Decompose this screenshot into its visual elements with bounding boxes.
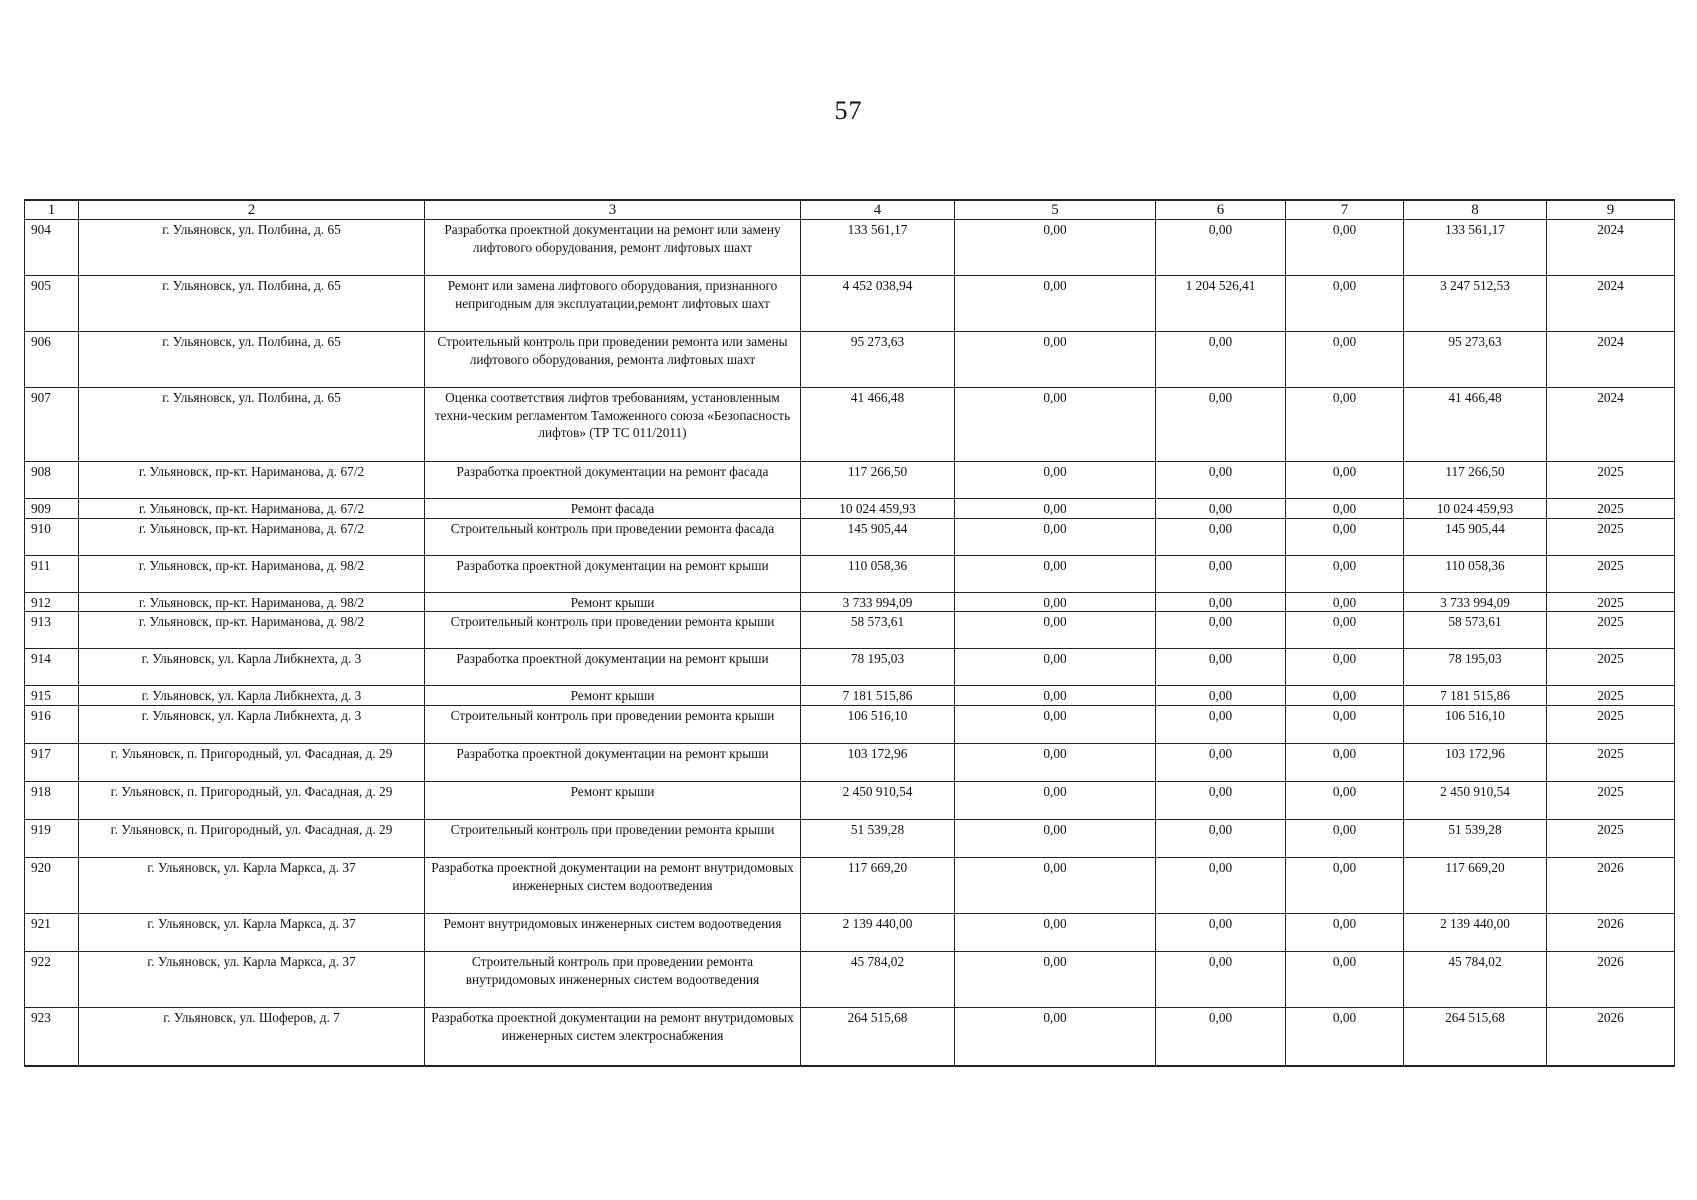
- column-8-cell: 10 024 459,93: [1404, 499, 1547, 519]
- column-6-cell: 0,00: [1156, 686, 1286, 706]
- year-cell: 2025: [1547, 592, 1675, 612]
- total-cost-cell: 110 058,36: [801, 555, 955, 592]
- column-5-cell: 0,00: [955, 555, 1156, 592]
- header-row: [25, 200, 1675, 220]
- year-cell: 2026: [1547, 952, 1675, 1008]
- work-description-cell: Строительный контроль при проведении ремонта внутридомовых инженерных систем водоотведения: [425, 952, 801, 1008]
- page-number: 57: [834, 96, 863, 125]
- column-8-cell: 41 466,48: [1404, 388, 1547, 462]
- column-header-9: 9: [1547, 200, 1675, 220]
- table-body: [25, 220, 1675, 1066]
- column-7-cell: 0,00: [1286, 858, 1404, 914]
- year-cell: 2025: [1547, 518, 1675, 555]
- total-cost-cell: 10 024 459,93: [801, 499, 955, 519]
- total-cost-cell: 145 905,44: [801, 518, 955, 555]
- column-7-cell: 0,00: [1286, 612, 1404, 649]
- total-cost-cell: 3 733 994,09: [801, 592, 955, 612]
- year-cell: 2025: [1547, 686, 1675, 706]
- column-6-cell: 0,00: [1156, 820, 1286, 858]
- address-cell: г. Ульяновск, пр-кт. Нариманова, д. 67/2: [79, 518, 425, 555]
- column-7-cell: 0,00: [1286, 388, 1404, 462]
- address-cell: г. Ульяновск, пр-кт. Нариманова, д. 67/2: [79, 499, 425, 519]
- column-5-cell: 0,00: [955, 276, 1156, 332]
- year-cell: 2025: [1547, 612, 1675, 649]
- column-8-cell: 264 515,68: [1404, 1008, 1547, 1066]
- total-cost-cell: 117 266,50: [801, 462, 955, 499]
- column-7-cell: 0,00: [1286, 706, 1404, 744]
- table-row: [25, 952, 1675, 1008]
- column-header-3: 3: [425, 200, 801, 220]
- column-header-6: 6: [1156, 200, 1286, 220]
- total-cost-cell: 95 273,63: [801, 332, 955, 388]
- column-7-cell: 0,00: [1286, 952, 1404, 1008]
- table-row: [25, 388, 1675, 462]
- row-number: 908: [25, 462, 79, 499]
- row-number: 907: [25, 388, 79, 462]
- table-row: [25, 914, 1675, 952]
- column-7-cell: 0,00: [1286, 820, 1404, 858]
- column-6-cell: 0,00: [1156, 706, 1286, 744]
- table-row: [25, 592, 1675, 612]
- column-5-cell: 0,00: [955, 388, 1156, 462]
- table-row: [25, 820, 1675, 858]
- year-cell: 2025: [1547, 820, 1675, 858]
- column-header-1: 1: [25, 200, 79, 220]
- column-5-cell: 0,00: [955, 744, 1156, 782]
- column-5-cell: 0,00: [955, 858, 1156, 914]
- column-5-cell: 0,00: [955, 952, 1156, 1008]
- year-cell: 2025: [1547, 782, 1675, 820]
- column-5-cell: 0,00: [955, 462, 1156, 499]
- year-cell: 2026: [1547, 1008, 1675, 1066]
- work-description-cell: Строительный контроль при проведении ремонта или замены лифтового оборудования, ремонта лифтовых шахт: [425, 332, 801, 388]
- table-row: [25, 499, 1675, 519]
- column-7-cell: 0,00: [1286, 499, 1404, 519]
- row-number: 913: [25, 612, 79, 649]
- row-number: 912: [25, 592, 79, 612]
- row-number: 905: [25, 276, 79, 332]
- column-6-cell: 0,00: [1156, 744, 1286, 782]
- row-number: 915: [25, 686, 79, 706]
- column-8-cell: 103 172,96: [1404, 744, 1547, 782]
- address-cell: г. Ульяновск, пр-кт. Нариманова, д. 98/2: [79, 612, 425, 649]
- column-8-cell: 117 669,20: [1404, 858, 1547, 914]
- work-description-cell: Ремонт крыши: [425, 686, 801, 706]
- year-cell: 2026: [1547, 914, 1675, 952]
- table-row: [25, 744, 1675, 782]
- work-description-cell: Разработка проектной документации на ремонт фасада: [425, 462, 801, 499]
- column-7-cell: 0,00: [1286, 686, 1404, 706]
- total-cost-cell: 78 195,03: [801, 649, 955, 686]
- table-row: [25, 1008, 1675, 1066]
- year-cell: 2025: [1547, 555, 1675, 592]
- total-cost-cell: 41 466,48: [801, 388, 955, 462]
- address-cell: г. Ульяновск, ул. Карла Либкнехта, д. 3: [79, 649, 425, 686]
- year-cell: 2025: [1547, 462, 1675, 499]
- column-7-cell: 0,00: [1286, 744, 1404, 782]
- column-8-cell: 106 516,10: [1404, 706, 1547, 744]
- row-number: 920: [25, 858, 79, 914]
- table-row: [25, 706, 1675, 744]
- column-8-cell: 3 733 994,09: [1404, 592, 1547, 612]
- column-5-cell: 0,00: [955, 706, 1156, 744]
- column-7-cell: 0,00: [1286, 555, 1404, 592]
- column-7-cell: 0,00: [1286, 1008, 1404, 1066]
- address-cell: г. Ульяновск, ул. Карла Маркса, д. 37: [79, 952, 425, 1008]
- year-cell: 2024: [1547, 276, 1675, 332]
- total-cost-cell: 106 516,10: [801, 706, 955, 744]
- row-number: 906: [25, 332, 79, 388]
- work-description-cell: Разработка проектной документации на ремонт крыши: [425, 555, 801, 592]
- year-cell: 2025: [1547, 744, 1675, 782]
- column-7-cell: 0,00: [1286, 914, 1404, 952]
- address-cell: г. Ульяновск, п. Пригородный, ул. Фасадная, д. 29: [79, 782, 425, 820]
- row-number: 911: [25, 555, 79, 592]
- address-cell: г. Ульяновск, ул. Полбина, д. 65: [79, 276, 425, 332]
- column-6-cell: 0,00: [1156, 952, 1286, 1008]
- row-number: 916: [25, 706, 79, 744]
- address-cell: г. Ульяновск, ул. Шоферов, д. 7: [79, 1008, 425, 1066]
- work-description-cell: Строительный контроль при проведении ремонта крыши: [425, 820, 801, 858]
- year-cell: 2024: [1547, 388, 1675, 462]
- year-cell: 2024: [1547, 220, 1675, 276]
- table-row: [25, 649, 1675, 686]
- column-5-cell: 0,00: [955, 1008, 1156, 1066]
- work-description-cell: Строительный контроль при проведении ремонта фасада: [425, 518, 801, 555]
- total-cost-cell: 58 573,61: [801, 612, 955, 649]
- column-header-4: 4: [801, 200, 955, 220]
- column-5-cell: 0,00: [955, 612, 1156, 649]
- year-cell: 2025: [1547, 706, 1675, 744]
- row-number: 917: [25, 744, 79, 782]
- work-description-cell: Строительный контроль при проведении ремонта крыши: [425, 706, 801, 744]
- column-8-cell: 95 273,63: [1404, 332, 1547, 388]
- address-cell: г. Ульяновск, пр-кт. Нариманова, д. 98/2: [79, 555, 425, 592]
- row-number: 909: [25, 499, 79, 519]
- row-number: 910: [25, 518, 79, 555]
- table-row: [25, 782, 1675, 820]
- column-7-cell: 0,00: [1286, 276, 1404, 332]
- table-row: [25, 462, 1675, 499]
- table-row: [25, 332, 1675, 388]
- total-cost-cell: 7 181 515,86: [801, 686, 955, 706]
- table-row: [25, 686, 1675, 706]
- column-5-cell: 0,00: [955, 782, 1156, 820]
- column-8-cell: 110 058,36: [1404, 555, 1547, 592]
- column-5-cell: 0,00: [955, 649, 1156, 686]
- year-cell: 2025: [1547, 499, 1675, 519]
- column-8-cell: 7 181 515,86: [1404, 686, 1547, 706]
- address-cell: г. Ульяновск, ул. Карла Либкнехта, д. 3: [79, 686, 425, 706]
- column-5-cell: 0,00: [955, 914, 1156, 952]
- total-cost-cell: 51 539,28: [801, 820, 955, 858]
- year-cell: 2026: [1547, 858, 1675, 914]
- total-cost-cell: 133 561,17: [801, 220, 955, 276]
- total-cost-cell: 264 515,68: [801, 1008, 955, 1066]
- address-cell: г. Ульяновск, п. Пригородный, ул. Фасадная, д. 29: [79, 744, 425, 782]
- work-description-cell: Разработка проектной документации на ремонт или замену лифтового оборудования, ремонт лифтовых шахт: [425, 220, 801, 276]
- row-number: 918: [25, 782, 79, 820]
- total-cost-cell: 2 450 910,54: [801, 782, 955, 820]
- column-6-cell: 0,00: [1156, 518, 1286, 555]
- table-row: [25, 555, 1675, 592]
- work-description-cell: Ремонт или замена лифтового оборудования, признанного непригодным для эксплуатации,ремонт лифтовых шахт: [425, 276, 801, 332]
- table-row: [25, 220, 1675, 276]
- address-cell: г. Ульяновск, ул. Полбина, д. 65: [79, 220, 425, 276]
- column-header-8: 8: [1404, 200, 1547, 220]
- address-cell: г. Ульяновск, пр-кт. Нариманова, д. 67/2: [79, 462, 425, 499]
- column-8-cell: 51 539,28: [1404, 820, 1547, 858]
- row-number: 923: [25, 1008, 79, 1066]
- column-header-5: 5: [955, 200, 1156, 220]
- work-description-cell: Ремонт внутридомовых инженерных систем водоотведения: [425, 914, 801, 952]
- column-6-cell: 0,00: [1156, 592, 1286, 612]
- work-description-cell: Ремонт крыши: [425, 782, 801, 820]
- column-6-cell: 0,00: [1156, 612, 1286, 649]
- year-cell: 2024: [1547, 332, 1675, 388]
- column-6-cell: 0,00: [1156, 388, 1286, 462]
- column-6-cell: 0,00: [1156, 332, 1286, 388]
- column-6-cell: 0,00: [1156, 914, 1286, 952]
- column-5-cell: 0,00: [955, 332, 1156, 388]
- address-cell: г. Ульяновск, ул. Полбина, д. 65: [79, 332, 425, 388]
- column-7-cell: 0,00: [1286, 332, 1404, 388]
- table-row: [25, 612, 1675, 649]
- column-8-cell: 45 784,02: [1404, 952, 1547, 1008]
- address-cell: г. Ульяновск, ул. Карла Маркса, д. 37: [79, 858, 425, 914]
- column-header-7: 7: [1286, 200, 1404, 220]
- column-6-cell: 0,00: [1156, 782, 1286, 820]
- table-row: [25, 276, 1675, 332]
- address-cell: г. Ульяновск, ул. Полбина, д. 65: [79, 388, 425, 462]
- column-8-cell: 2 139 440,00: [1404, 914, 1547, 952]
- column-6-cell: 0,00: [1156, 555, 1286, 592]
- work-description-cell: Разработка проектной документации на ремонт внутридомовых инженерных систем водоотведения: [425, 858, 801, 914]
- total-cost-cell: 2 139 440,00: [801, 914, 955, 952]
- column-7-cell: 0,00: [1286, 782, 1404, 820]
- column-7-cell: 0,00: [1286, 649, 1404, 686]
- total-cost-cell: 103 172,96: [801, 744, 955, 782]
- column-5-cell: 0,00: [955, 820, 1156, 858]
- table-row: [25, 858, 1675, 914]
- column-7-cell: 0,00: [1286, 220, 1404, 276]
- work-description-cell: Ремонт фасада: [425, 499, 801, 519]
- column-7-cell: 0,00: [1286, 592, 1404, 612]
- column-6-cell: 0,00: [1156, 462, 1286, 499]
- column-8-cell: 3 247 512,53: [1404, 276, 1547, 332]
- column-6-cell: 0,00: [1156, 499, 1286, 519]
- column-header-2: 2: [79, 200, 425, 220]
- work-description-cell: Разработка проектной документации на ремонт внутридомовых инженерных систем электроснабжения: [425, 1008, 801, 1066]
- row-number: 921: [25, 914, 79, 952]
- address-cell: г. Ульяновск, п. Пригородный, ул. Фасадная, д. 29: [79, 820, 425, 858]
- column-5-cell: 0,00: [955, 518, 1156, 555]
- row-number: 904: [25, 220, 79, 276]
- column-8-cell: 58 573,61: [1404, 612, 1547, 649]
- work-description-cell: Разработка проектной документации на ремонт крыши: [425, 649, 801, 686]
- table-row: [25, 518, 1675, 555]
- column-8-cell: 78 195,03: [1404, 649, 1547, 686]
- column-7-cell: 0,00: [1286, 518, 1404, 555]
- total-cost-cell: 117 669,20: [801, 858, 955, 914]
- column-8-cell: 2 450 910,54: [1404, 782, 1547, 820]
- address-cell: г. Ульяновск, ул. Карла Либкнехта, д. 3: [79, 706, 425, 744]
- address-cell: г. Ульяновск, пр-кт. Нариманова, д. 98/2: [79, 592, 425, 612]
- year-cell: 2025: [1547, 649, 1675, 686]
- column-5-cell: 0,00: [955, 499, 1156, 519]
- row-number: 914: [25, 649, 79, 686]
- work-description-cell: Оценка соответствия лифтов требованиям, установленным техни-ческим регламентом Таможенного союза «Безопасность лифтов» (ТР ТС 011/2011): [425, 388, 801, 462]
- column-8-cell: 145 905,44: [1404, 518, 1547, 555]
- row-number: 922: [25, 952, 79, 1008]
- column-5-cell: 0,00: [955, 592, 1156, 612]
- column-7-cell: 0,00: [1286, 462, 1404, 499]
- column-6-cell: 0,00: [1156, 1008, 1286, 1066]
- works-table: [24, 199, 1675, 1067]
- column-5-cell: 0,00: [955, 220, 1156, 276]
- work-description-cell: Строительный контроль при проведении ремонта крыши: [425, 612, 801, 649]
- column-6-cell: 0,00: [1156, 858, 1286, 914]
- column-8-cell: 133 561,17: [1404, 220, 1547, 276]
- column-5-cell: 0,00: [955, 686, 1156, 706]
- total-cost-cell: 45 784,02: [801, 952, 955, 1008]
- column-8-cell: 117 266,50: [1404, 462, 1547, 499]
- work-description-cell: Ремонт крыши: [425, 592, 801, 612]
- column-6-cell: 0,00: [1156, 220, 1286, 276]
- address-cell: г. Ульяновск, ул. Карла Маркса, д. 37: [79, 914, 425, 952]
- column-6-cell: 1 204 526,41: [1156, 276, 1286, 332]
- total-cost-cell: 4 452 038,94: [801, 276, 955, 332]
- row-number: 919: [25, 820, 79, 858]
- column-6-cell: 0,00: [1156, 649, 1286, 686]
- work-description-cell: Разработка проектной документации на ремонт крыши: [425, 744, 801, 782]
